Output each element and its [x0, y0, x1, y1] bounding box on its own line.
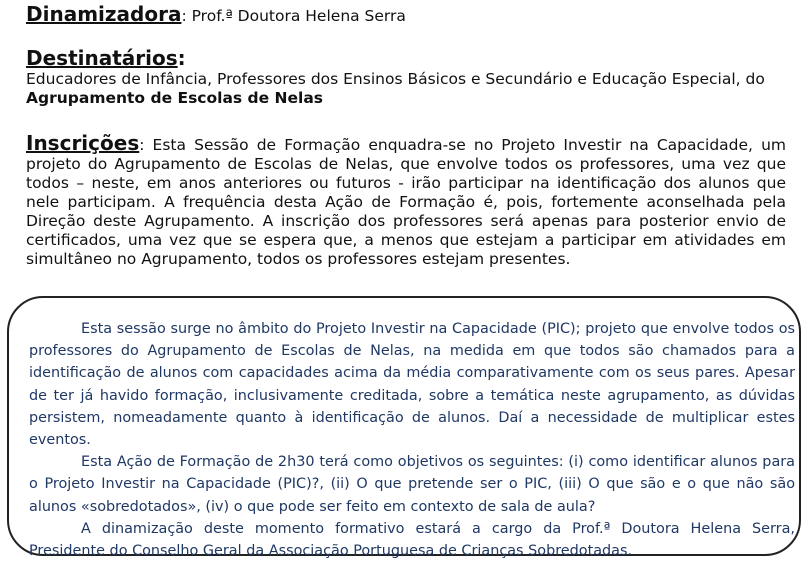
box-paragraph-1: Esta sessão surge no âmbito do Projeto Investir na Capacidade (PIC); projeto que envolve todos os professores do Agrupamento de Escolas de Nelas, na medida em que todos são chamados para a identificação de alunos com capacidades acima da média comparativamente com os seus pares. Apesar de ter já havido formação, inclusivamente creditada, sobre a temática neste agrupamento, as dúvidas persistem, nomeadamente quanto à identificação de alunos. Daí a necessidade de multiplicar estes eventos. [29, 321, 795, 449]
destinatarios-section [26, 46, 786, 108]
inscricoes-heading: Inscrições [26, 131, 140, 155]
dinamizadora-heading: Dinamizadora [26, 2, 182, 26]
dinamizadora-text: : Prof.ª Doutora Helena Serra [181, 7, 406, 25]
description-box-text [29, 318, 795, 562]
destinatarios-line-2: Agrupamento de Escolas de Nelas [26, 89, 324, 107]
destinatarios-line-1: Educadores de Infância, Professores dos Ensinos Básicos e Secundário e Educação Especial, do [26, 70, 765, 88]
destinatarios-heading: Destinatários [26, 46, 178, 70]
box-paragraph-3: A dinamização deste momento formativo estará a cargo da Prof.ª Doutora Helena Serra, Presidente do Conselho Geral da Associação Portuguesa de Crianças Sobredotadas. [29, 520, 795, 560]
inscricoes-text: : Esta Sessão de Formação enquadra-se no Projeto Investir na Capacidade, um projeto do Agrupamento de Escolas de Nelas, que envolve todos os professores, uma vez que todos – neste, em anos anteriores ou futuros - irão participar na identificação dos alunos que nele participam. A frequência desta Ação de Formação é, pois, fortemente aconselhada pela Direção deste Agrupamento. A inscrição dos professores será apenas para posterior envio de certificados, uma vez que se espera que, a menos que estejam a participar em atividades em simultâneo no Agrupamento, todos os professores estejam presentes. [26, 136, 786, 268]
inscricoes-paragraph [26, 131, 786, 269]
inscricoes-section [26, 131, 786, 269]
description-box [7, 296, 801, 560]
dinamizadora-section [26, 2, 786, 26]
destinatarios-colon: : [177, 46, 186, 70]
box-paragraph-2: Esta Ação de Formação de 2h30 terá como objetivos os seguintes: (i) como identificar alunos para o Projeto Investir na Capacidade (PIC)?, (ii) O que pretende ser o PIC, (iii) O que são e o que não são alunos «sobredotados», (iv) o que pode ser feito em contexto de sala de aula? [29, 454, 795, 515]
